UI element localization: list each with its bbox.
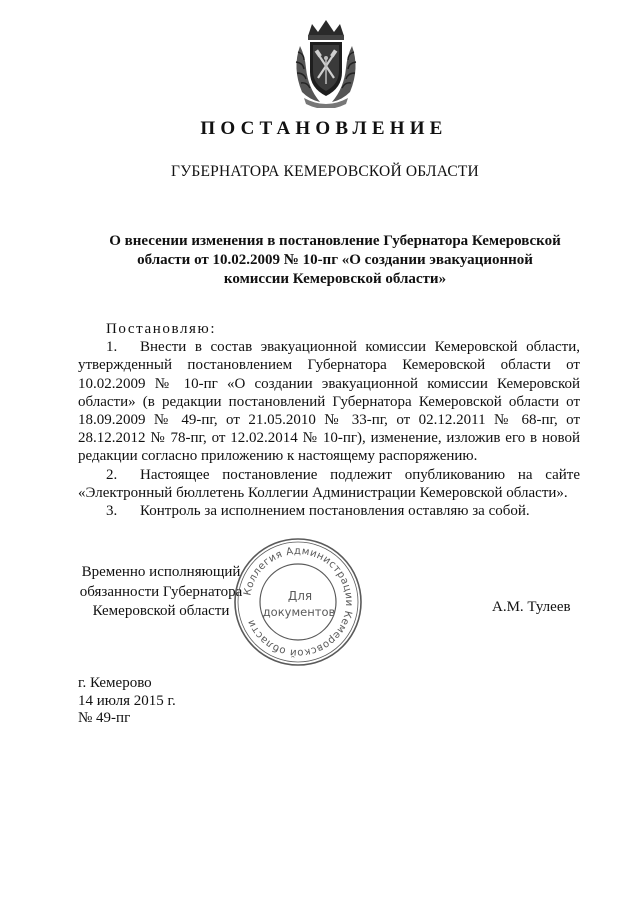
signer-name: А.М. Тулеев <box>492 599 571 615</box>
subject-line: комиссии Кемеровской области» <box>223 271 447 287</box>
item-number: 2. <box>106 466 118 483</box>
body-item <box>78 502 580 520</box>
signer-position-line: Временно исполняющий <box>81 564 241 580</box>
document-subject <box>100 232 570 289</box>
stamp-center-line: документов <box>262 605 336 619</box>
official-stamp <box>232 536 364 668</box>
stamp-center-line: Для <box>287 589 313 603</box>
body-item <box>78 338 580 465</box>
subject-line: области от 10.02.2009 № 10-пг «О создании эвакуационной <box>137 252 533 268</box>
body-item <box>78 466 580 502</box>
item-number: 3. <box>106 503 118 520</box>
issuer-heading: ГУБЕРНАТОРА КЕМЕРОВСКОЙ ОБЛАСТИ <box>171 163 479 180</box>
item-text: Настоящее постановление подлежит опубликованию на сайте «Электронный бюллетень Коллегии Администрации Кемеровской области». <box>78 466 580 501</box>
document-body <box>78 320 580 520</box>
ruling-phrase: Постановляю: <box>106 321 217 337</box>
stamp-ring-text: Коллегия Администрации Кемеровской области <box>242 545 355 659</box>
signer-position <box>76 563 246 622</box>
document-footer <box>78 675 176 728</box>
item-text: Внести в состав эвакуационной комиссии Кемеровской области, утвержденный постановлением Губернатора Кемеровской области от 10.02.2009 № 10-пг «О создании эвакуационной комиссии Кемеровской области» (в редакции постановлений Губернатора Кемеровской области от 18.09.2009 № 49-пг, от 21.05.2010 № 33-пг, от 02.12.2011 № 68-пг, от 28.12.2012 № 78-пг, от 12.02.2014 № 10-пг), изменение, изложив его в новой редакции согласно приложению к настоящему распоряжению. <box>78 339 580 465</box>
footer-number: № 49-пг <box>78 710 131 726</box>
signer-position-line: обязанности Губернатора <box>79 583 243 600</box>
document-type-heading: ПОСТАНОВЛЕНИЕ <box>200 118 448 139</box>
coat-of-arms-emblem <box>290 18 362 108</box>
footer-city: г. Кемерово <box>78 675 152 691</box>
item-text: Контроль за исполнением постановления оставляю за собой. <box>140 503 530 520</box>
signer-position-line: Кемеровской области <box>92 603 230 619</box>
item-number: 1. <box>106 339 118 356</box>
footer-date: 14 июля 2015 г. <box>78 692 176 709</box>
subject-line: О внесении изменения в постановление Губернатора Кемеровской <box>109 233 561 249</box>
